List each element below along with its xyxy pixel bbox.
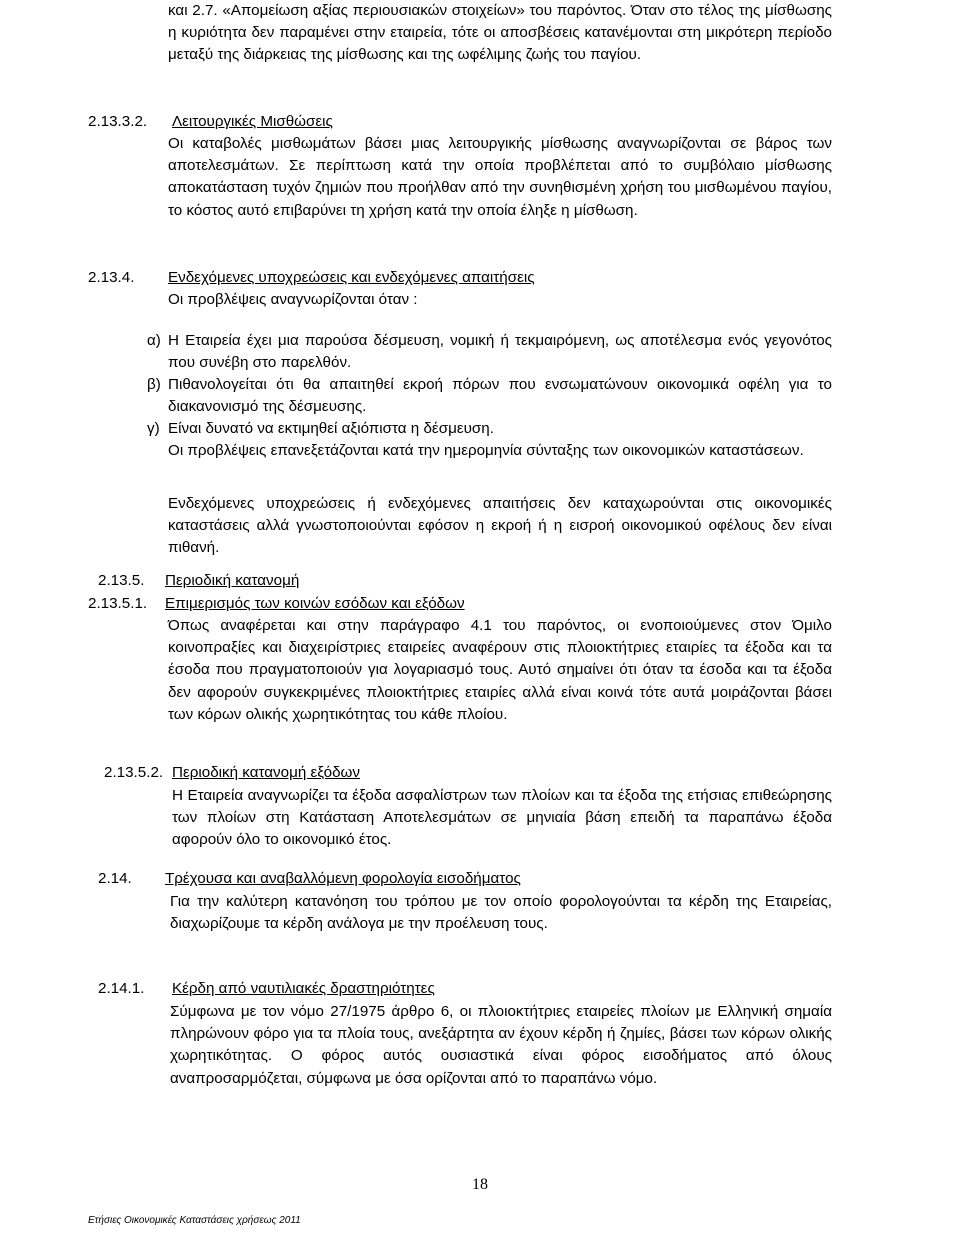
section-number: 2.13.5.2. (104, 764, 164, 781)
section-number: 2.13.3.2. (88, 113, 148, 130)
intro-paragraph: και 2.7. «Απομείωση αξίας περιουσιακών στοιχείων» του παρόντος. Όταν στο τέλος της μίσθωσης η κυριότητα δεν παραμένει στην εταιρεία, τότε οι αποσβέσεις κατανέμονται στη μικρότερη περίοδο μεταξύ της διάρκειας της μίσθωσης και της ωφέλιμης ζωής του παγίου. (168, 2, 832, 64)
section-body: Για την καλύτερη κατανόηση του τρόπου με τον οποίο φορολογούνται τα κέρδη της Εταιρείας, διαχωρίζουμε τα κέρδη ανάλογα με την προέλευση τους. (170, 893, 832, 933)
contingent-paragraph: Ενδεχόμενες υποχρεώσεις ή ενδεχόμενες απαιτήσεις δεν καταχωρούνται στις οικονομικές καταστάσεις αλλά γνωστοποιούνται εφόσον η εκροή ή η εισροή οικονομικού οφέλους δεν είναι πιθανή. (168, 495, 832, 557)
list-item-label: γ) (147, 420, 160, 437)
list-item: Η Εταιρεία έχει μια παρούσα δέσμευση, νομική ή τεκμαιρόμενη, ως αποτέλεσμα ενός γεγονότος που συνέβη στο παρελθόν. (168, 332, 832, 372)
section-number: 2.13.5. (98, 572, 145, 589)
section-number: 2.14. (98, 870, 132, 887)
section-body: Η Εταιρεία αναγνωρίζει τα έξοδα ασφαλίστρων των πλοίων και τα έξοδα της ετήσιας επιθεώρησης των πλοίων στη Κατάσταση Αποτελεσμάτων σε μηνιαία βάση επειδή τα παραπάνω έξοδα αφορούν όλο το οικονομικό έτος. (172, 787, 832, 849)
section-body: Όπως αναφέρεται και στην παράγραφο 4.1 του παρόντος, οι ενοποιούμενες στον Όμιλο κοινοπραξίες και διαχειρίστριες εταιρείες αναφέρουν στις πλοιοκτήτριες εταιρίες τα έξοδα και τα έσοδα που πραγματοποιούν για λογαριασμό τους. Αυτό σημαίνει ότι όταν τα έσοδα και τα έξοδα δεν αφορούν συγκεκριμένες πλοιοκτήτριες εταιρίες αλλά είναι κοινά τότε αυτά μοιράζονται βάσει των κόρων ολικής χωρητικότητας του κάθε πλοίου. (168, 617, 832, 723)
list-item: Πιθανολογείται ότι θα απαιτηθεί εκροή πόρων που ενσωματώνουν οικονομικά οφέλη για το διακανονισμό της δέσμευσης. (168, 376, 832, 416)
page-number: 18 (472, 1176, 488, 1193)
section-intro: Οι προβλέψεις αναγνωρίζονται όταν : (168, 291, 418, 308)
section-heading: Περιοδική κατανομή εξόδων (172, 764, 361, 781)
section-heading: Κέρδη από ναυτιλιακές δραστηριότητες (172, 980, 435, 997)
section-heading: Περιοδική κατανομή (165, 572, 300, 589)
section-heading: Τρέχουσα και αναβαλλόμενη φορολογία εισοδήματος (165, 870, 521, 887)
list-item: Είναι δυνατό να εκτιμηθεί αξιόπιστα η δέσμευση. (168, 420, 494, 437)
section-heading: Λειτουργικές Μισθώσεις (172, 113, 333, 130)
section-number: 2.13.4. (88, 269, 135, 286)
section-number: 2.14.1. (98, 980, 145, 997)
list-item-label: β) (147, 376, 161, 393)
section-heading: Ενδεχόμενες υποχρεώσεις και ενδεχόμενες απαιτήσεις (168, 269, 535, 286)
section-body: Οι καταβολές μισθωμάτων βάσει μιας λειτουργικής μίσθωσης αναγνωρίζονται σε βάρος των αποτελεσμάτων. Σε περίπτωση κατά την οποία προβλέπεται από το συμβόλαιο μίσθωσης αποκατάσταση τυχόν ζημιών που προήλθαν από την συνηθισμένη χρήση του μισθωμένου παγίου, το κόστος αυτό επιβαρύνει τη χρήση κατά την οποία έληξε η μίσθωση. (168, 135, 832, 219)
section-body: Σύμφωνα με τον νόμο 27/1975 άρθρο 6, οι πλοιοκτήτριες εταιρείες πλοίων με Ελληνική σημαία πληρώνουν φόρο για τα πλοία τους, ανεξάρτητα αν έχουν κέρδη ή ζημίες, βάσει των κόρων ολικής χωρητικότητας. Ο φόρος αυτός ουσιαστικά είναι φόρος εισοδήματος από όλους αναπροσαρμόζεται, σύμφωνα με όσα ορίζονται από το παραπάνω νόμο. (170, 1003, 832, 1087)
section-number: 2.13.5.1. (88, 595, 148, 612)
page-footer: Ετήσιες Οικονομικές Καταστάσεις χρήσεως 2011 (88, 1215, 301, 1226)
list-item-label: α) (147, 332, 161, 349)
review-paragraph: Οι προβλέψεις επανεξετάζονται κατά την ημερομηνία σύνταξης των οικονομικών καταστάσεων. (168, 442, 804, 459)
section-heading: Επιμερισμός των κοινών εσόδων και εξόδων (165, 595, 465, 612)
